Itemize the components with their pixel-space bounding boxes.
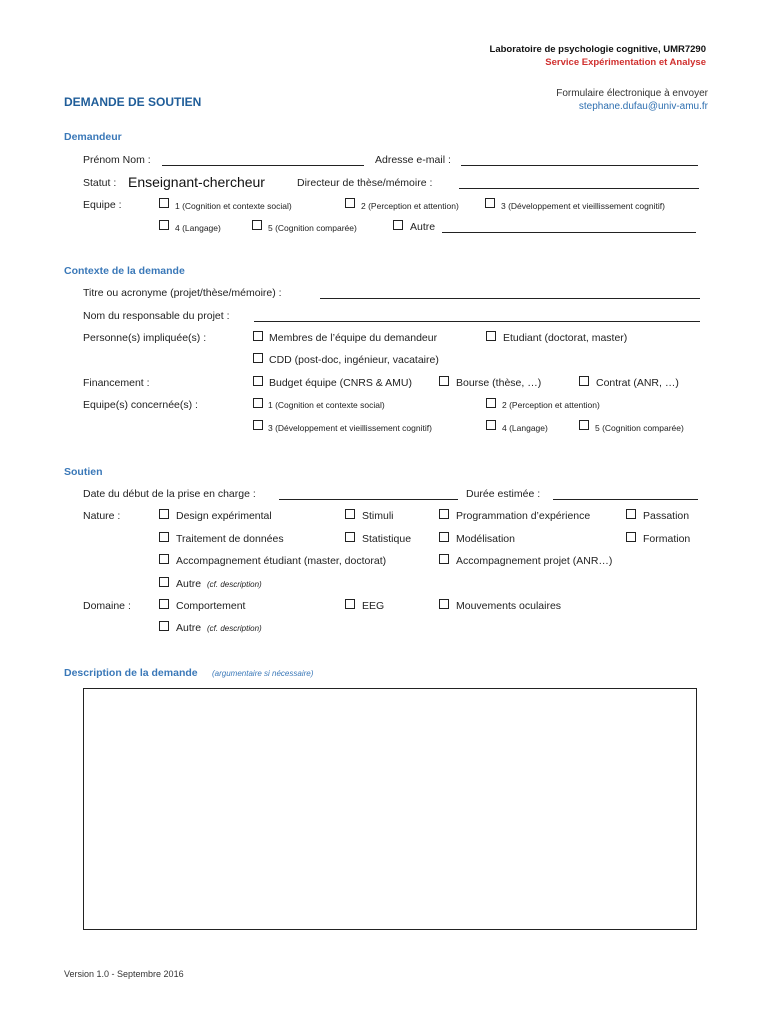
- form-note: Formulaire électronique à envoyer: [556, 88, 708, 99]
- domaine-comportement-label: Comportement: [176, 600, 246, 612]
- personne-etudiant-checkbox[interactable]: [486, 331, 496, 341]
- nature-accomp-projet-label: Accompagnement projet (ANR…): [456, 555, 613, 567]
- statut-label: Statut :: [83, 177, 117, 189]
- domaine-autre-note: (cf. description): [207, 624, 262, 633]
- nature-autre-note: (cf. description): [207, 580, 262, 589]
- email-field[interactable]: [461, 165, 698, 166]
- nature-formation-label: Formation: [643, 533, 691, 545]
- equipe-1-checkbox[interactable]: [159, 198, 169, 208]
- nature-modelisation-label: Modélisation: [456, 533, 515, 545]
- domaine-eeg-label: EEG: [362, 600, 385, 612]
- description-hint: (argumentaire si nécessaire): [212, 669, 314, 678]
- equipe-concernee-3-label: 3 (Développement et vieillissement cognitif): [268, 423, 432, 433]
- nature-autre-checkbox[interactable]: [159, 577, 169, 587]
- description-textarea[interactable]: [83, 688, 697, 930]
- nature-traitement-label: Traitement de données: [176, 533, 284, 545]
- equipe-concernee-4-label: 4 (Langage): [502, 423, 548, 433]
- equipe-concernee-3-checkbox[interactable]: [253, 420, 263, 430]
- equipe-concernee-1-checkbox[interactable]: [253, 398, 263, 408]
- nature-formation-checkbox[interactable]: [626, 532, 636, 542]
- financement-bourse-checkbox[interactable]: [439, 376, 449, 386]
- equipe-concernee-2-label: 2 (Perception et attention): [502, 400, 600, 410]
- domaine-autre-checkbox[interactable]: [159, 621, 169, 631]
- equipe-5-label: 5 (Cognition comparée): [268, 223, 357, 233]
- version-footer: Version 1.0 - Septembre 2016: [64, 969, 184, 979]
- domaine-mouvements-checkbox[interactable]: [439, 599, 449, 609]
- personne-equipe-label: Membres de l’équipe du demandeur: [269, 332, 438, 344]
- service-name: Service Expérimentation et Analyse: [545, 57, 706, 68]
- section-demandeur: Demandeur: [64, 131, 122, 143]
- duree-field[interactable]: [553, 499, 698, 500]
- financement-label: Financement :: [83, 377, 150, 389]
- domaine-mouvements-label: Mouvements oculaires: [456, 600, 562, 612]
- directeur-label: Directeur de thèse/mémoire :: [297, 177, 433, 189]
- date-debut-field[interactable]: [279, 499, 458, 500]
- page-title: DEMANDE DE SOUTIEN: [64, 95, 202, 109]
- personne-cdd-label: CDD (post-doc, ingénieur, vacataire): [269, 354, 439, 366]
- equipe-4-checkbox[interactable]: [159, 220, 169, 230]
- equipe-2-label: 2 (Perception et attention): [361, 201, 459, 211]
- section-soutien: Soutien: [64, 466, 103, 478]
- nature-accomp-projet-checkbox[interactable]: [439, 554, 449, 564]
- titre-field[interactable]: [320, 298, 700, 299]
- contact-email[interactable]: stephane.dufau@univ-amu.fr: [578, 101, 708, 112]
- equipe-2-checkbox[interactable]: [345, 198, 355, 208]
- financement-contrat-label: Contrat (ANR, …): [596, 377, 679, 389]
- equipe-concernee-4-checkbox[interactable]: [486, 420, 496, 430]
- personne-equipe-checkbox[interactable]: [253, 331, 263, 341]
- equipe-1-label: 1 (Cognition et contexte social): [175, 201, 292, 211]
- personne-etudiant-label: Etudiant (doctorat, master): [503, 332, 628, 344]
- equipe-5-checkbox[interactable]: [252, 220, 262, 230]
- equipe-concernee-5-checkbox[interactable]: [579, 420, 589, 430]
- directeur-field[interactable]: [459, 188, 699, 189]
- equipe-autre-label: Autre: [410, 221, 436, 233]
- nature-design-label: Design expérimental: [176, 510, 272, 522]
- nature-accomp-etudiant-label: Accompagnement étudiant (master, doctorat): [176, 555, 387, 567]
- prenom-nom-field[interactable]: [162, 165, 364, 166]
- titre-label: Titre ou acronyme (projet/thèse/mémoire) :: [83, 287, 282, 299]
- nature-stimuli-label: Stimuli: [362, 510, 394, 522]
- responsable-field[interactable]: [254, 321, 700, 322]
- nature-modelisation-checkbox[interactable]: [439, 532, 449, 542]
- nature-design-checkbox[interactable]: [159, 509, 169, 519]
- statut-value[interactable]: Enseignant-chercheur: [128, 174, 265, 190]
- nature-label: Nature :: [83, 510, 121, 522]
- domaine-comportement-checkbox[interactable]: [159, 599, 169, 609]
- nature-accomp-etudiant-checkbox[interactable]: [159, 554, 169, 564]
- responsable-label: Nom du responsable du projet :: [83, 310, 230, 322]
- equipe-4-label: 4 (Langage): [175, 223, 221, 233]
- financement-budget-label: Budget équipe (CNRS & AMU): [269, 377, 412, 389]
- equipe-concernee-2-checkbox[interactable]: [486, 398, 496, 408]
- equipe-concernee-5-label: 5 (Cognition comparée): [595, 423, 684, 433]
- financement-budget-checkbox[interactable]: [253, 376, 263, 386]
- nature-traitement-checkbox[interactable]: [159, 532, 169, 542]
- nature-passation-checkbox[interactable]: [626, 509, 636, 519]
- email-label: Adresse e-mail :: [375, 154, 451, 166]
- domaine-autre-label: Autre: [176, 622, 202, 634]
- equipe-3-label: 3 (Développement et vieillissement cognitif): [501, 201, 665, 211]
- financement-bourse-label: Bourse (thèse, …): [456, 377, 542, 389]
- financement-contrat-checkbox[interactable]: [579, 376, 589, 386]
- duree-label: Durée estimée :: [466, 488, 541, 500]
- nature-statistique-checkbox[interactable]: [345, 532, 355, 542]
- prenom-nom-label: Prénom Nom :: [83, 154, 151, 166]
- nature-statistique-label: Statistique: [362, 533, 412, 545]
- nature-programmation-label: Programmation d’expérience: [456, 510, 591, 522]
- section-description: Description de la demande: [64, 667, 198, 679]
- equipe-concernee-1-label: 1 (Cognition et contexte social): [268, 400, 385, 410]
- equipe-autre-field[interactable]: [442, 232, 696, 233]
- personnes-label: Personne(s) impliquée(s) :: [83, 332, 207, 344]
- nature-passation-label: Passation: [643, 510, 690, 522]
- domaine-label: Domaine :: [83, 600, 131, 612]
- section-contexte: Contexte de la demande: [64, 265, 185, 277]
- nature-programmation-checkbox[interactable]: [439, 509, 449, 519]
- equipe-autre-checkbox[interactable]: [393, 220, 403, 230]
- nature-autre-label: Autre: [176, 578, 202, 590]
- personne-cdd-checkbox[interactable]: [253, 353, 263, 363]
- domaine-eeg-checkbox[interactable]: [345, 599, 355, 609]
- lab-name: Laboratoire de psychologie cognitive, UMR7290: [489, 44, 706, 55]
- date-debut-label: Date du début de la prise en charge :: [83, 488, 256, 500]
- equipe-label: Equipe :: [83, 199, 122, 211]
- nature-stimuli-checkbox[interactable]: [345, 509, 355, 519]
- equipe-3-checkbox[interactable]: [485, 198, 495, 208]
- equipes-concernees-label: Equipe(s) concernée(s) :: [83, 399, 198, 411]
